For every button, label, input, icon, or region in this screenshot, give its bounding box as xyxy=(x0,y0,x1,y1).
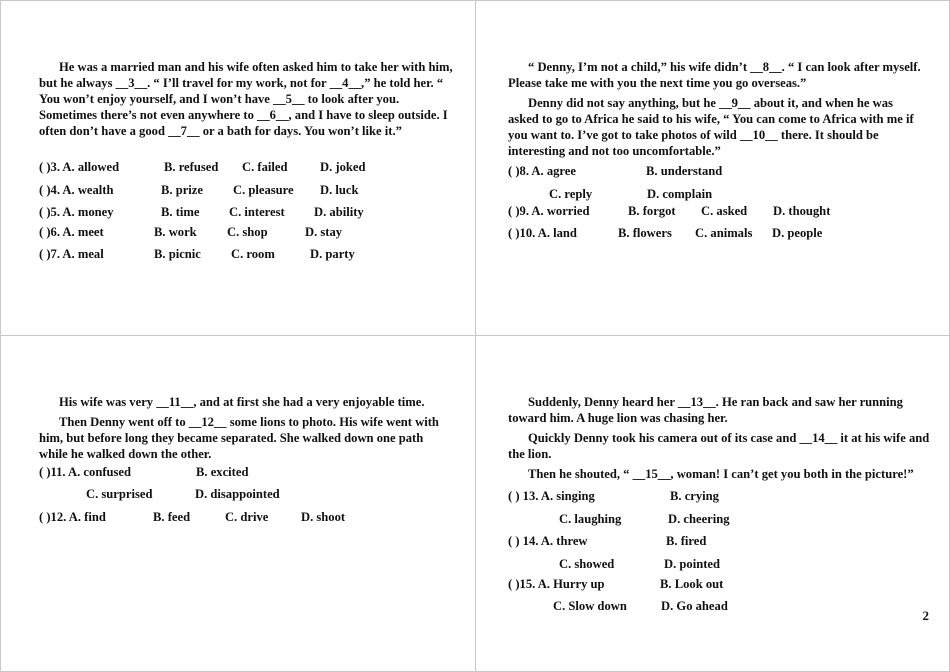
option-d: D. luck xyxy=(320,183,359,197)
question-stem: ( )9. A. worried xyxy=(508,204,590,218)
question-stem: ( )3. A. allowed xyxy=(39,160,120,174)
page-panel-2 xyxy=(475,0,950,336)
option-c: C. room xyxy=(231,247,275,261)
passage xyxy=(508,59,922,159)
page-panel-3 xyxy=(0,335,476,672)
option-b: B. work xyxy=(154,225,197,239)
question-stem: ( )6. A. meet xyxy=(39,225,104,239)
option-b: B. refused xyxy=(164,160,219,174)
option-c: C. animals xyxy=(695,226,753,240)
question-stem: ( )15. A. Hurry up xyxy=(508,577,605,591)
option-b: B. feed xyxy=(153,510,191,524)
question-stem: ( )7. A. meal xyxy=(39,247,104,261)
option-c: C. Slow down xyxy=(553,599,627,613)
question-stem: ( )10. A. land xyxy=(508,226,577,240)
paragraph: Suddenly, Denny heard her __13__. He ran back and saw her running toward him. A huge lion was chasing her. xyxy=(508,395,903,425)
question-stem: ( )5. A. money xyxy=(39,205,114,219)
option-b: B. time xyxy=(161,205,200,219)
paragraph: His wife was very __11__, and at first she had a very enjoyable time. xyxy=(59,395,425,409)
page-panel-4 xyxy=(475,335,950,672)
option-d: D. complain xyxy=(647,187,713,201)
option-d: D. joked xyxy=(320,160,366,174)
option-c: C. surprised xyxy=(86,487,153,501)
paragraph: He was a married man and his wife often asked him to take her with him, but he always __3__. “ I’ll travel for my work, not for __4__,” he told her. “ You won’t enjoy yourself, and I won’t have __5__ to look after you. Sometimes there’s not even anywhere to __6__, and I have to sleep outside. I often don’t have a good __7__ or a bath for days. You won’t like it.” xyxy=(39,60,453,138)
passage xyxy=(39,59,453,139)
option-c: C. asked xyxy=(701,204,748,218)
option-b: B. crying xyxy=(670,489,719,503)
option-d: D. cheering xyxy=(668,512,730,526)
paragraph: Then he shouted, “ __15__, woman! I can’t get you both in the picture!” xyxy=(528,467,914,481)
option-d: D. ability xyxy=(314,205,364,219)
option-d: D. disappointed xyxy=(195,487,280,501)
option-b: B. forgot xyxy=(628,204,676,218)
paragraph: Denny did not say anything, but he __9__ about it, and when he was asked to go to Africa he said to his wife, “ You can come to Africa with me if you want to. I’ve got to take photos of wild __10__ there. It should be interesting and not too uncomfortable.” xyxy=(508,96,914,158)
option-b: B. excited xyxy=(196,465,249,479)
option-c: C. interest xyxy=(229,205,285,219)
question-stem: ( )4. A. wealth xyxy=(39,183,114,197)
option-d: D. shoot xyxy=(301,510,346,524)
option-d: D. people xyxy=(772,226,823,240)
question-stem: ( ) 13. A. singing xyxy=(508,489,595,503)
passage xyxy=(508,394,938,482)
question-stem: ( )11. A. confused xyxy=(39,465,132,479)
option-d: D. pointed xyxy=(664,557,720,571)
option-b: B. fired xyxy=(666,534,707,548)
question-stem: ( ) 14. A. threw xyxy=(508,534,588,548)
option-b: B. flowers xyxy=(618,226,672,240)
question-stem: ( )12. A. find xyxy=(39,510,106,524)
question-stem: ( )8. A. agree xyxy=(508,164,576,178)
page-number: 2 xyxy=(922,608,929,623)
option-d: D. Go ahead xyxy=(661,599,728,613)
option-c: C. drive xyxy=(225,510,269,524)
option-c: C. pleasure xyxy=(233,183,294,197)
option-b: B. understand xyxy=(646,164,723,178)
option-b: B. prize xyxy=(161,183,203,197)
paragraph: Quickly Denny took his camera out of its case and __14__ it at his wife and the lion. xyxy=(508,431,930,461)
option-b: B. Look out xyxy=(660,577,724,591)
option-d: D. thought xyxy=(773,204,831,218)
option-c: C. shop xyxy=(227,225,268,239)
passage xyxy=(39,394,453,462)
option-b: B. picnic xyxy=(154,247,201,261)
paragraph: “ Denny, I’m not a child,” his wife didn’t __8__. “ I can look after myself. Please take me with you the next time you go overseas.” xyxy=(508,60,921,90)
option-d: D. party xyxy=(310,247,355,261)
option-c: C. laughing xyxy=(559,512,622,526)
option-c: C. failed xyxy=(242,160,288,174)
page-panel-1 xyxy=(0,0,476,336)
option-c: C. showed xyxy=(559,557,615,571)
option-d: D. stay xyxy=(305,225,343,239)
paragraph: Then Denny went off to __12__ some lions to photo. His wife went with him, but before long they became separated. She walked down one path while he walked down the other. xyxy=(39,415,439,461)
option-c: C. reply xyxy=(549,187,593,201)
